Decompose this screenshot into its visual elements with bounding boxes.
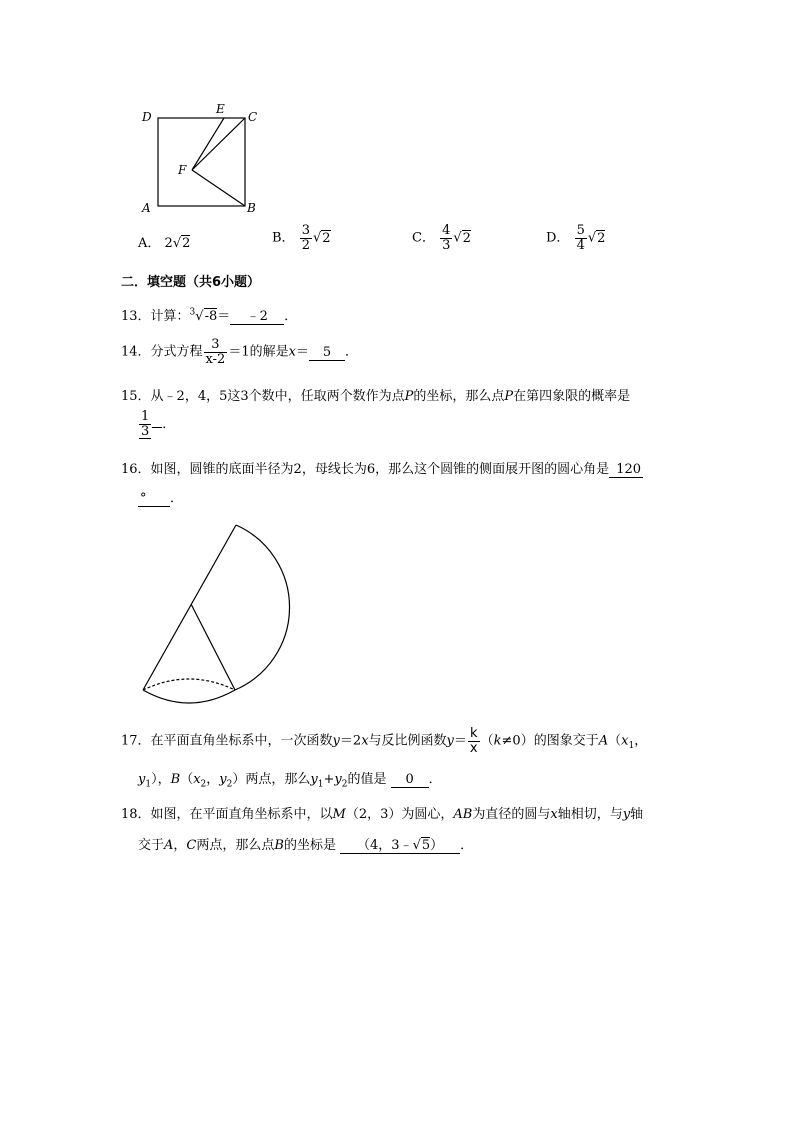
answer-13: ﹣2 (230, 305, 284, 325)
label-b: B (247, 201, 256, 215)
question-13: 13．计算：$^3$√-8＝ ﹣2 ． (121, 305, 297, 325)
answer-16: 120 (609, 462, 643, 478)
label-d: D (142, 110, 152, 124)
segment-be (192, 170, 245, 206)
question-17: 17．在平面直角坐标系中，一次函数y＝2x与反比例函数y＝ $\frac{k}{x}$ （k≠0）的图象交于$A(x_1$， (121, 726, 648, 756)
label-f: F (178, 163, 187, 177)
sector-arc (235, 525, 290, 690)
answer-15: $\frac{1}{3}$ ． (141, 409, 176, 439)
question-16-cont: ° ． (140, 491, 184, 506)
label-a: A (142, 201, 151, 215)
question-15: 15．从﹣2，4，5这3个数中，任取两个数作为点P的坐标，那么点P在第四象限的概率是 (121, 389, 631, 404)
option-c[interactable]: C． $\frac{4}{3}$ √2 (412, 223, 471, 253)
answer-14: 5 (309, 345, 345, 361)
square-figure (138, 100, 268, 218)
base-front (143, 690, 235, 703)
slant-line-right (191, 604, 235, 690)
question-18: 18．如图，在平面直角坐标系中，以M（2，3）为圆心，AB为直径的圆与x轴相切，与y轴 (121, 807, 644, 822)
question-16: 16．如图，圆锥的底面半径为2，母线长为6，那么这个圆锥的侧面展开图的圆心角是 120 (121, 462, 642, 477)
question-14: 14．分式方程 $\frac{3}{x-2}$ ＝1的解是x＝ 5 ． (121, 337, 358, 367)
option-b[interactable]: B． $\frac{3}{2}$ √2 (272, 223, 331, 253)
base-back (143, 679, 235, 690)
question-18-cont: 交于A，C两点，那么点B的坐标是 （4，3﹣√5） ． (138, 834, 473, 854)
cone-figure (135, 518, 300, 710)
answer-18: （4，3﹣√5） (340, 834, 460, 854)
question-17-cont: $y_1$），$B(x_2$，$y_2$）两点，那么$y_1+y_2$的值是 0 ． (138, 772, 442, 790)
section-heading: 二．填空题（共6小题） (121, 275, 261, 290)
option-d[interactable]: D． $\frac{5}{4}$ √2 (546, 223, 606, 253)
label-c: C (248, 110, 258, 124)
option-a[interactable]: A． 2√2 (138, 236, 191, 251)
label-e: E (216, 102, 225, 116)
answer-17: 0 (391, 772, 429, 788)
